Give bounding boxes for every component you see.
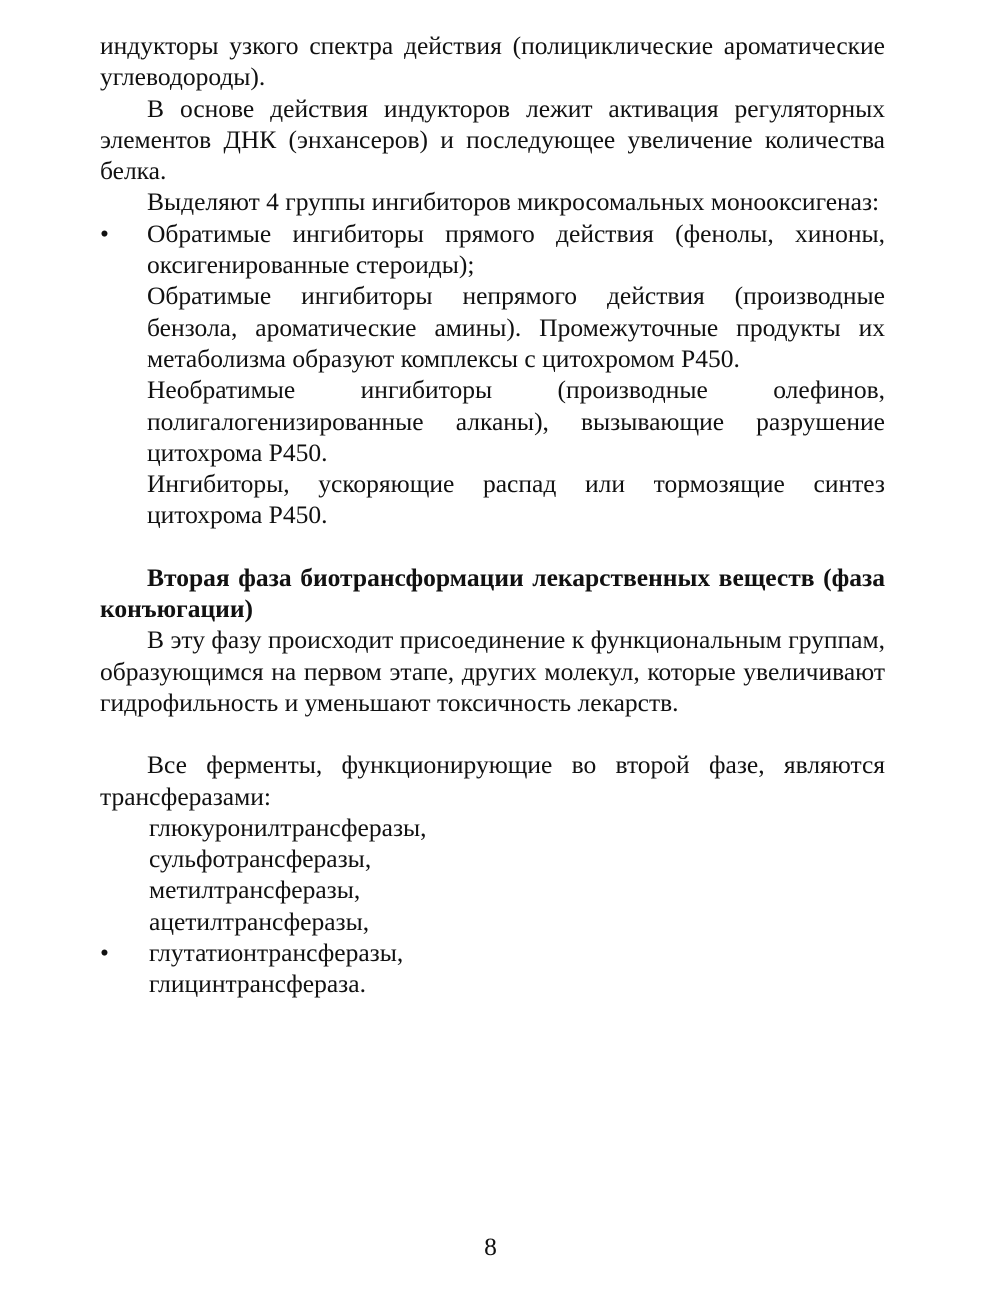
list-item <box>149 812 885 843</box>
paragraph-enzymes-intro: Все ферменты, функционирующие во второй фазе, являются трансферазами: <box>100 750 885 811</box>
list-item <box>100 374 885 468</box>
paragraph-inductor-mechanism: В основе действия индукторов лежит активация регуляторных элементов ДНК (энхансеров) и последующее увеличение количества белка. <box>100 93 885 186</box>
list-item <box>149 843 885 874</box>
list-item <box>100 218 885 281</box>
list-item-text: глюкуронилтрансферазы, <box>149 812 427 842</box>
list-item-text: Необратимые ингибиторы (производные олефинов, полигалогенизированные алканы), вызывающие разрушение цитохрома Р450. <box>147 375 885 467</box>
enzyme-list <box>100 812 885 1000</box>
bullet-icon: • <box>100 218 109 248</box>
list-item-text: метилтрансферазы, <box>149 875 361 905</box>
list-item-text: ацетилтрансферазы, <box>149 906 370 936</box>
list-item-text: глутатионтрансферазы, <box>149 938 404 968</box>
list-item-text: сульфотрансферазы, <box>149 844 372 874</box>
list-item-text: Обратимые ингибиторы непрямого действия (производные бензола, ароматические амины). Промежуточные продукты их метаболизма образуют комплексы с цитохромом Р450. <box>147 281 885 373</box>
bullet-icon: • <box>100 938 109 968</box>
list-item <box>149 874 885 905</box>
list-item <box>149 968 885 999</box>
list-item-text: глицинтрансфераза. <box>149 969 366 999</box>
section-heading: Вторая фаза биотрансформации лекарственных веществ (фаза конъюгации) <box>100 562 885 624</box>
list-item-text: Обратимые ингибиторы прямого действия (фенолы, хиноны, оксигенированные стероиды); <box>147 218 885 280</box>
paragraph-conjugation-phase: В эту фазу происходит присоединение к функциональным группам, образующимся на первом этапе, других молекул, которые увеличивают гидрофильность и уменьшают токсичность лекарств. <box>100 625 885 717</box>
paragraph-inhibitor-groups-intro: Выделяют 4 группы ингибиторов микросомальных монооксигеназ: <box>147 187 880 217</box>
inhibitor-groups-list <box>100 218 885 531</box>
list-item-text: Ингибиторы, ускоряющие распад или тормозящие синтез цитохрома Р450. <box>147 469 885 530</box>
list-item <box>100 468 885 531</box>
list-item <box>149 906 885 937</box>
spacer <box>100 718 885 749</box>
list-item <box>100 937 885 968</box>
page-number: 8 <box>484 1232 497 1261</box>
paragraph-inductors-narrow: индукторы узкого спектра действия (полициклические ароматические углеводороды). <box>100 31 885 92</box>
list-item <box>100 280 885 374</box>
document-page <box>100 30 885 1000</box>
